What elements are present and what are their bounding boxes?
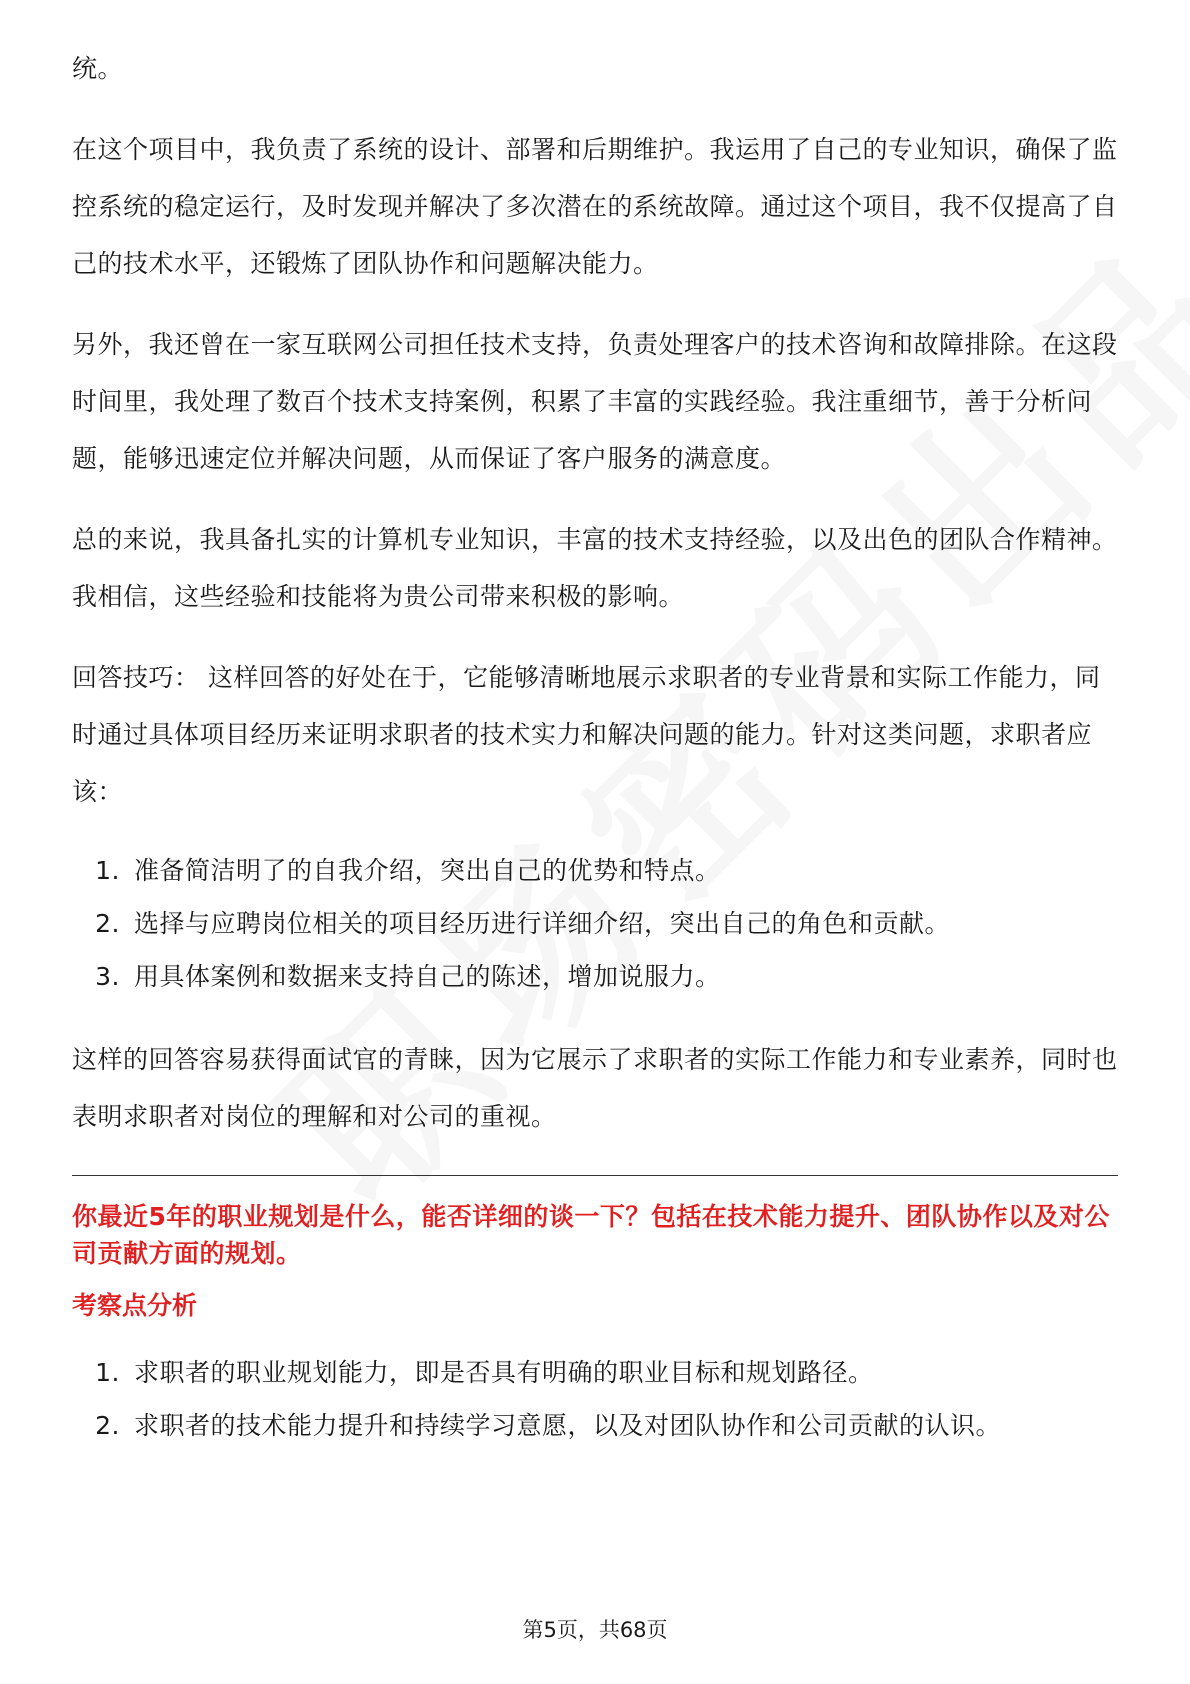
paragraph-tech-support: 另外，我还曾在一家互联网公司担任技术支持，负责处理客户的技术咨询和故障排除。在这段时间里，我处理了数百个技术支持案例，积累了丰富的实践经验。我注重细节，善于分析问题，能够迅速定位并解决问题，从而保证了客户服务的满意度。 — [72, 330, 1118, 473]
list-item-number: 1. — [95, 856, 120, 885]
analysis-heading: 考察点分析 — [72, 1291, 198, 1320]
list-item-text: 准备简洁明了的自我介绍，突出自己的优势和特点。 — [134, 856, 721, 885]
list-item-number: 3. — [95, 962, 120, 991]
page-footer: 第5页，共68页 — [522, 1618, 668, 1642]
section-divider — [72, 1175, 1118, 1176]
list-item-text: 用具体案例和数据来支持自己的陈述，增加说服力。 — [134, 962, 721, 991]
tips-list — [72, 844, 1118, 1003]
interview-question: 你最近5年的职业规划是什么，能否详细的谈一下？包括在技术能力提升、团队协作以及对公司贡献方面的规划。 — [72, 1202, 1110, 1268]
list-item — [72, 1399, 1118, 1452]
paragraph-conclusion: 这样的回答容易获得面试官的青睐，因为它展示了求职者的实际工作能力和专业素养，同时也表明求职者对岗位的理解和对公司的重视。 — [72, 1045, 1118, 1131]
list-item — [72, 950, 1118, 1003]
paragraph-answer-tips: 回答技巧： 这样回答的好处在于，它能够清晰地展示求职者的专业背景和实际工作能力，同时通过具体项目经历来证明求职者的技术实力和解决问题的能力。针对这类问题，求职者应该： — [72, 663, 1101, 806]
list-item-text: 求职者的技术能力提升和持续学习意愿，以及对团队协作和公司贡献的认识。 — [134, 1411, 1002, 1440]
paragraph-project-role: 在这个项目中，我负责了系统的设计、部署和后期维护。我运用了自己的专业知识，确保了监控系统的稳定运行，及时发现并解决了多次潜在的系统故障。通过这个项目，我不仅提高了自己的技术水平，还锻炼了团队协作和问题解决能力。 — [72, 135, 1118, 278]
list-item — [72, 844, 1118, 897]
list-item — [72, 897, 1118, 950]
list-item-text: 选择与应聘岗位相关的项目经历进行详细介绍，突出自己的角色和贡献。 — [134, 909, 951, 938]
list-item-text: 求职者的职业规划能力，即是否具有明确的职业目标和规划路径。 — [134, 1358, 874, 1387]
list-item — [72, 1346, 1118, 1399]
paragraph-summary: 总的来说，我具备扎实的计算机专业知识，丰富的技术支持经验，以及出色的团队合作精神。我相信，这些经验和技能将为贵公司带来积极的影响。 — [72, 525, 1118, 611]
document-page — [72, 40, 1118, 1452]
list-item-number: 1. — [95, 1358, 120, 1387]
analysis-list — [72, 1346, 1118, 1452]
paragraph-continuation: 统。 — [72, 54, 124, 83]
list-item-number: 2. — [95, 1411, 120, 1440]
list-item-number: 2. — [95, 909, 120, 938]
